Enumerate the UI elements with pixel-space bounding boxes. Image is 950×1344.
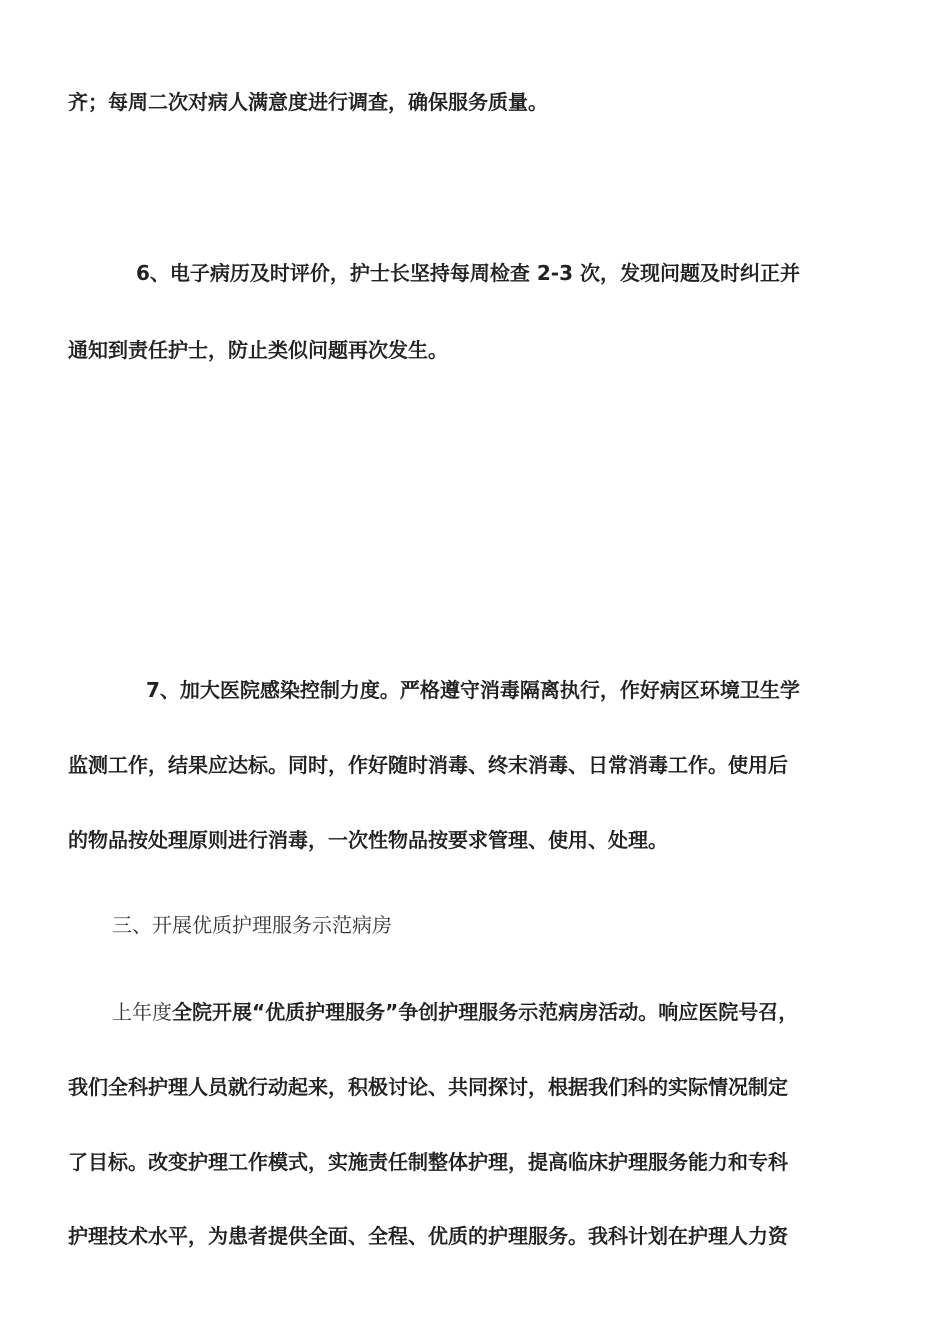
paragraph-line: 通知到责任护士，防止类似问题再次发生。	[68, 338, 448, 362]
paragraph-line: 我们全科护理人员就行动起来，积极讨论、共同探讨，根据我们科的实际情况制定	[68, 1075, 788, 1099]
paragraph-line: 齐；每周二次对病人满意度进行调查，确保服务质量。	[68, 90, 548, 114]
paragraph-text-bold: 全院开展“优质护理服务”争创护理服务示范病房活动。响应医院号召，	[172, 1000, 799, 1024]
paragraph-line: 护理技术水平，为患者提供全面、全程、优质的护理服务。我科计划在护理人力资	[68, 1224, 788, 1248]
paragraph-line: 监测工作，结果应达标。同时，作好随时消毒、终末消毒、日常消毒工作。使用后	[68, 753, 788, 777]
paragraph-line	[112, 998, 798, 1026]
section-heading: 三、开展优质护理服务示范病房	[112, 913, 392, 937]
paragraph-line: 6、电子病历及时评价，护士长坚持每周检查 2-3 次，发现问题及时纠正并	[136, 261, 800, 285]
paragraph-text-normal: 上年度	[112, 1000, 172, 1024]
paragraph-line: 7、加大医院感染控制力度。严格遵守消毒隔离执行，作好病区环境卫生学	[146, 678, 800, 702]
paragraph-line: 了目标。改变护理工作模式，实施责任制整体护理，提高临床护理服务能力和专科	[68, 1150, 788, 1174]
paragraph-line: 的物品按处理原则进行消毒，一次性物品按要求管理、使用、处理。	[68, 828, 668, 852]
